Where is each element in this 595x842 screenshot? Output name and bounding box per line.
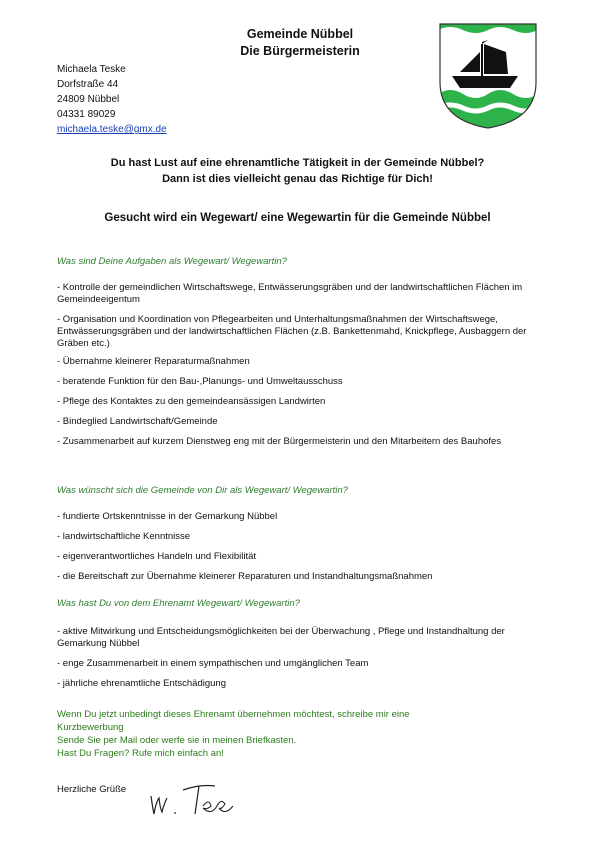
list-item: - eigenverantwortliches Handeln und Flexibilität [57,551,257,562]
benefits-list [57,626,532,690]
subtitle: Gesucht wird ein Wegewart/ eine Wegewartin für die Gemeinde Nübbel [104,212,491,224]
sender-email-link[interactable]: michaela.teske@gmx.de [57,124,167,135]
mayor-title: Die Bürgermeisterin [240,44,360,58]
signature [145,776,240,820]
list-item: - enge Zusammenarbeit in einem sympathischen und umgänglichen Team [57,658,369,669]
list-item: - landwirtschaftliche Kenntnisse [57,531,191,542]
closing-line-1: Wenn Du jetzt unbedingt dieses Ehrenamt übernehmen möchtest, schreibe mir eine [57,709,410,720]
sender-street: Dorfstraße 44 [57,79,119,90]
section-question-requirements: Was wünscht sich die Gemeinde von Dir als Wegewart/ Wegewartin? [57,485,348,496]
closing-line-2: Kurzbewerbung [57,722,124,733]
list-item: - jährliche ehrenamtliche Entschädigung [57,678,226,689]
list-item: - die Bereitschaft zur Übernahme kleinerer Reparaturen und Instandhaltungsmaßnahmen [57,571,433,582]
intro-text [0,155,595,187]
list-item: - Zusammenarbeit auf kurzem Dienstweg eng mit der Bürgermeisterin und den Mitarbeitern des Bauhofes [57,436,502,447]
coat-of-arms [438,22,538,130]
list-item: - Kontrolle der gemeindlichen Wirtschaftswege, Entwässerungsgräben und der landwirtschaftlichen Flächen im Gemeindeeigentum [57,282,523,305]
section-question-benefits: Was hast Du von dem Ehrenamt Wegewart/ Wegewartin? [57,598,300,609]
intro-line-2: Dann ist dies vielleicht genau das Richtige für Dich! [162,173,433,185]
closing-text [57,708,497,760]
list-item: - Organisation und Koordination von Pflegearbeiten und Unterhaltungsmaßnahmen der Wirtschaftswege, Entwässerungsgräben und der landwirtschaftlichen Flächen (z.B. Bankettenmahd, Knickpflege, Ausbaggern der Gräben etc.) [57,314,527,349]
list-item: - aktive Mitwirkung und Entscheidungsmöglichkeiten bei der Überwachung , Pflege und Instandhaltung der Gemarkung Nübbel [57,626,505,649]
list-item: - Pflege des Kontaktes zu den gemeindeansässigen Landwirten [57,396,326,407]
list-item: - Bindeglied Landwirtschaft/Gemeinde [57,416,218,427]
list-item: - fundierte Ortskenntnisse in der Gemarkung Nübbel [57,511,278,522]
sender-city: 24809 Nübbel [57,94,120,105]
list-item: - Übernahme kleinerer Reparaturmaßnahmen [57,356,250,367]
section-question-tasks: Was sind Deine Aufgaben als Wegewart/ Wegewartin? [57,256,287,267]
sender-phone: 04331 89029 [57,109,116,120]
intro-line-1: Du hast Lust auf eine ehrenamtliche Tätigkeit in der Gemeinde Nübbel? [110,157,485,169]
sender-address [57,62,167,137]
municipality-title: Gemeinde Nübbel [246,27,354,41]
closing-line-3: Sende Sie per Mail oder werfe sie in meinen Briefkasten. [57,735,297,746]
task-list [57,282,532,448]
requirements-list [57,511,532,583]
list-item: - beratende Funktion für den Bau-,Planungs- und Umweltausschuss [57,376,343,387]
greeting: Herzliche Grüße [57,784,127,795]
closing-line-4: Hast Du Fragen? Rufe mich einfach an! [57,748,224,759]
sender-name: Michaela Teske [57,64,126,75]
